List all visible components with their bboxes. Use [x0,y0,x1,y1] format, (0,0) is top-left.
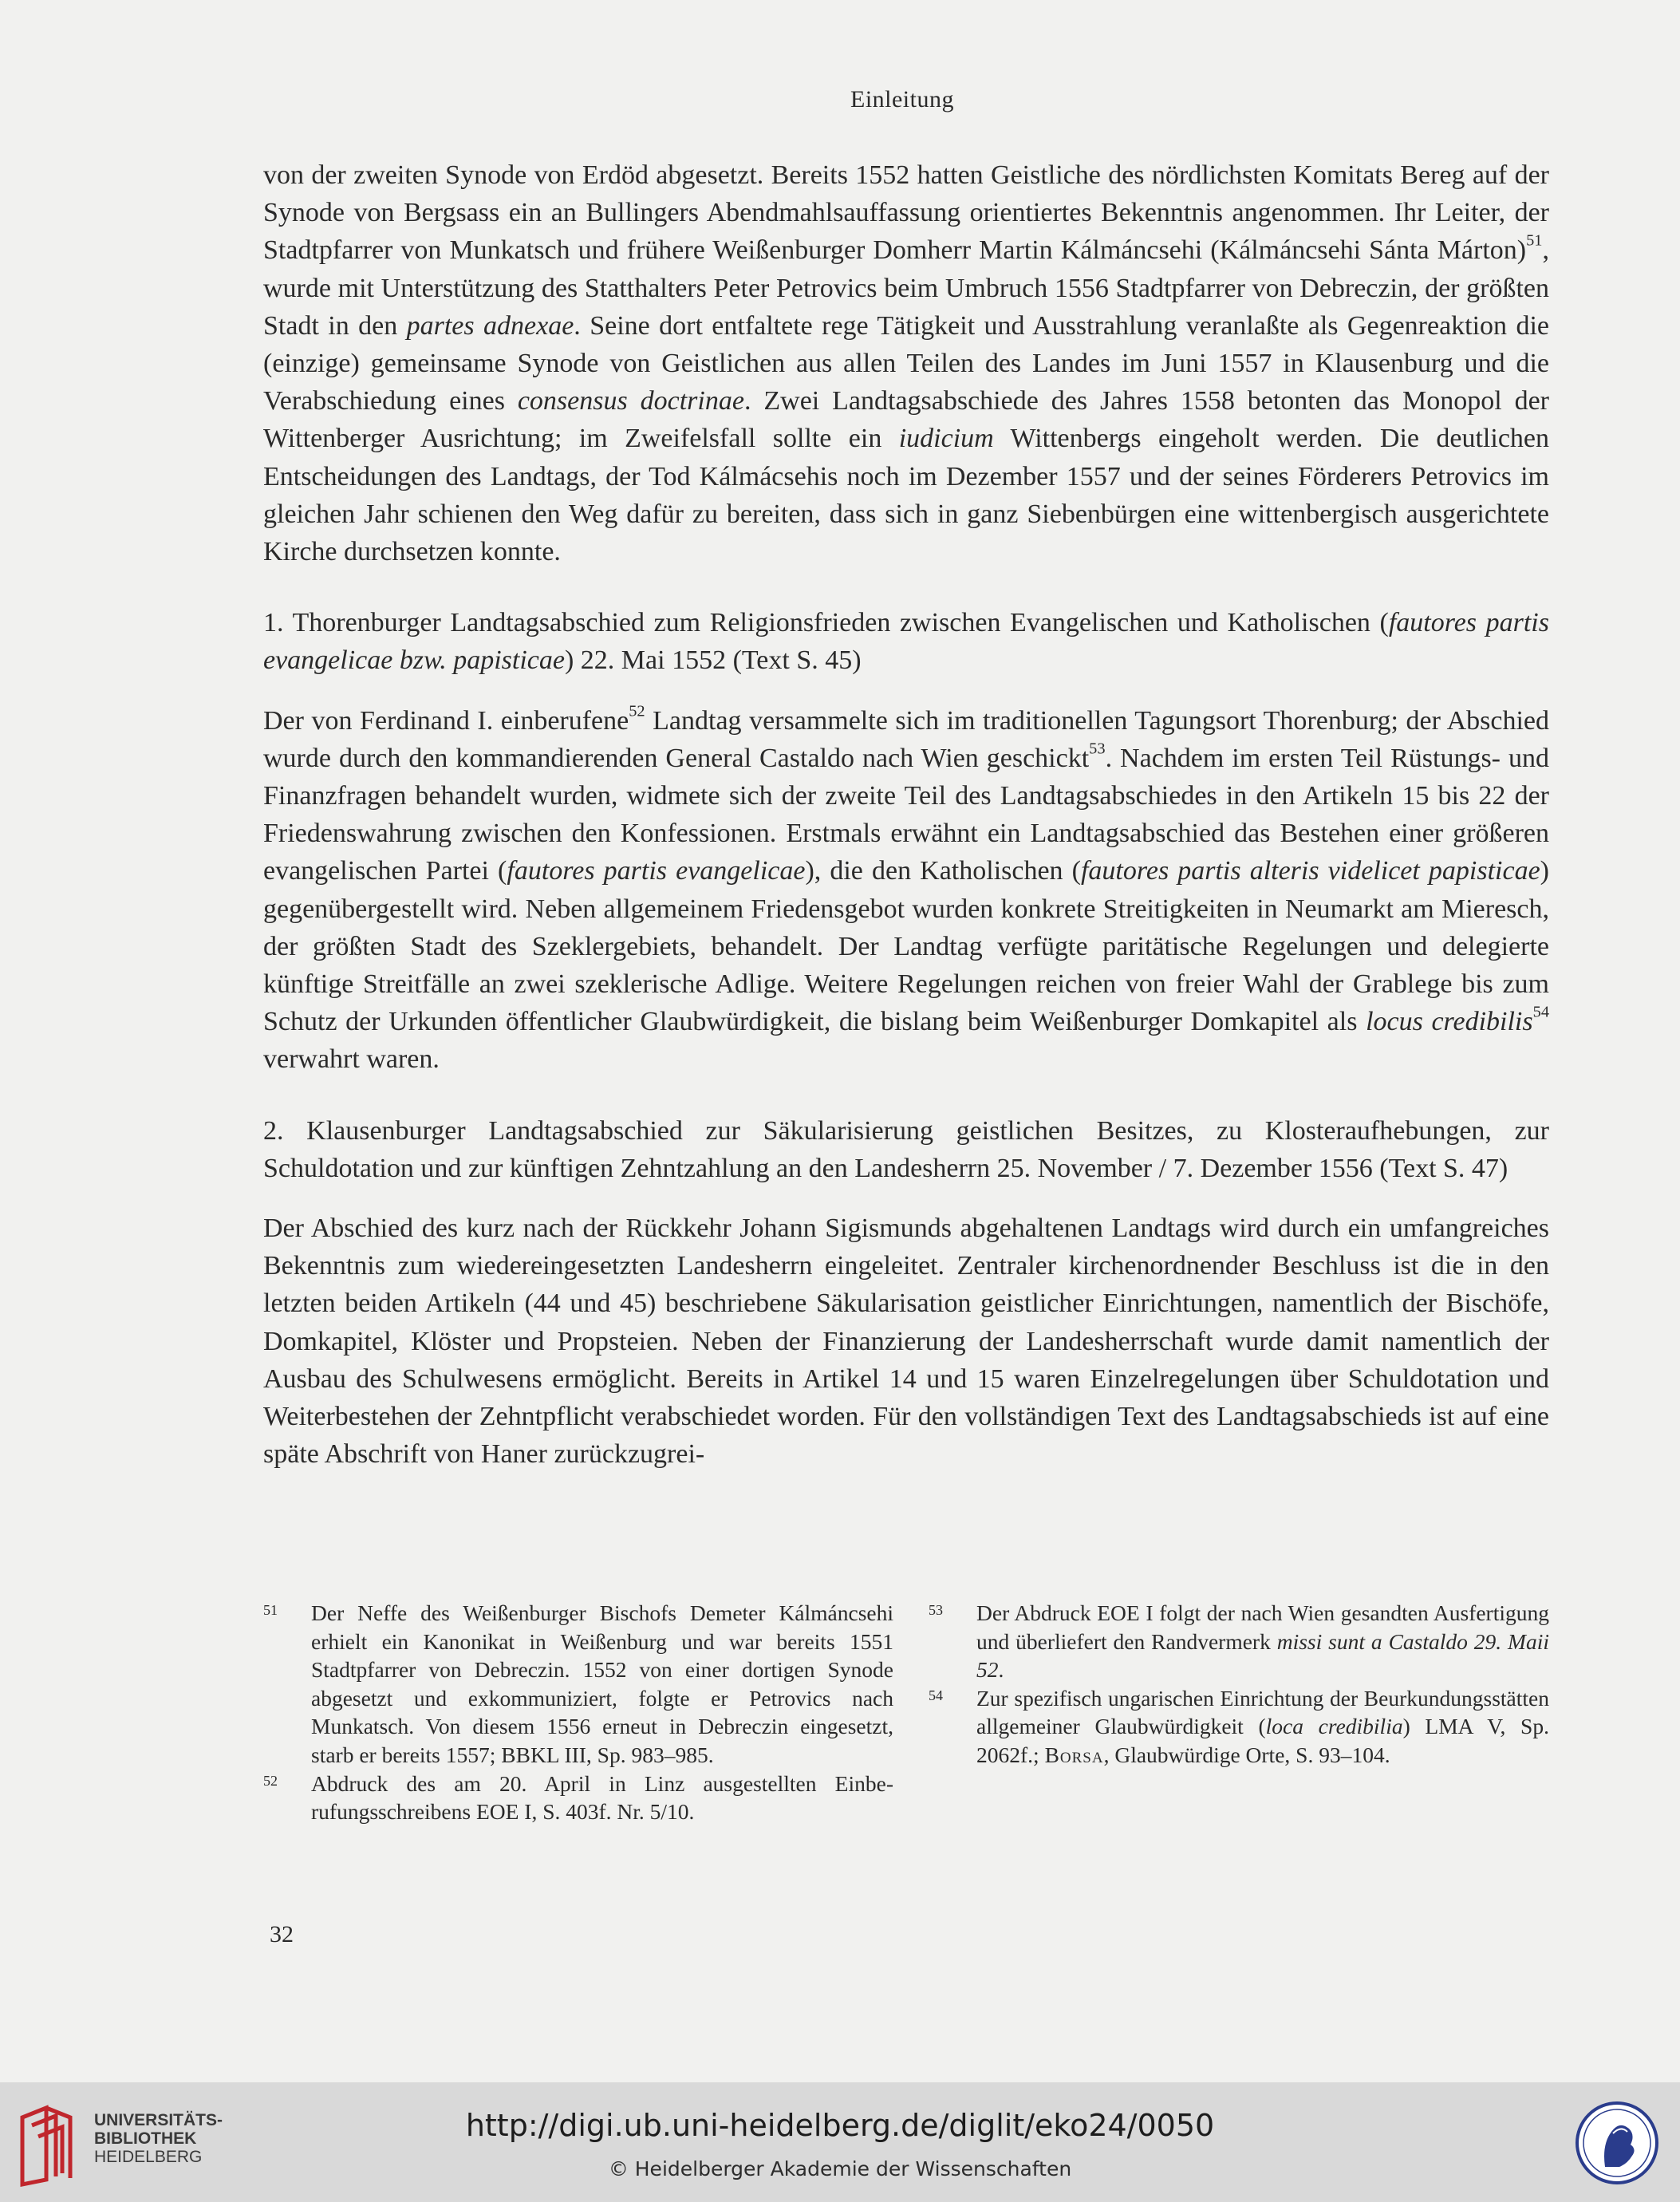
academy-seal-icon[interactable] [1573,2097,1661,2189]
running-header: Einleitung [850,86,954,112]
footnote-ref-51[interactable]: 51 [1526,232,1543,251]
footnotes-left-column [263,1599,893,1826]
footnotes-right-column [929,1599,1549,1826]
footnote-number: 53 [929,1602,943,1618]
footnote-ref-52[interactable]: 52 [629,702,645,720]
footnote-text: Der Neffe des Weißenburger Bischofs Demeter Kálmáncsehi erhielt ein Kanonikat in Weißenburg und war bereits 1551 Stadtpfarrer von Debreczin. 1552 von einer dortigen Synode abgesetzt und exkommuniziert, folgte er Petrovics nach Munkatsch. Von diesem 1556 erneut in Debreczin eingesetzt, starb er bereits 1557; BBKL III, Sp. 983–985. [311,1600,893,1767]
footnote-text: Abdruck des am 20. April in Linz ausgestellten Einberufungsschreibens EOE I, S. 403f. Nr. 5/10. [311,1770,893,1825]
footnote-number: 52 [263,1772,278,1789]
section-1-heading: 1. Thorenburger Landtagsabschied zum Religionsfrieden zwischen Evangelischen und Katholischen (fautores partis evangelicae bzw. papisticae) 22. Mai 1552 (Text S. 45) [263,608,1549,676]
footnote-text: Der Abdruck EOE I folgt der nach Wien gesandten Ausfertigung und überliefert den Randvermerk missi sunt a Castaldo 29. Maii 52. [976,1600,1549,1683]
page-number: 32 [270,1921,294,1947]
footnote-ref-54[interactable]: 54 [1532,1003,1550,1021]
footnote-ref-53[interactable]: 53 [1089,740,1106,758]
permalink-url[interactable]: http://digi.ub.uni-heidelberg.de/diglit/eko24/0050 [465,2108,1215,2143]
main-text [263,156,1549,1474]
section-1-paragraph: Der von Ferdinand I. einberufene$^{52}$ Landtag versammelte sich im traditionellen Tagungsort Thorenburg; der Abschied wurde durch den kommandierenden General Castaldo nach Wien geschickt$^{53}$. Nachdem im ersten Teil Rüstungs- und Finanzfragen behandelt wurden, widmete sich der zweite Teil des Landtagsabschiedes in den Artikeln 15 bis 22 der Friedenswahrung zwischen den Konfessionen. Erstmals erwähnt ein Landtagsabschied das Bestehen einer größeren evangelischen Partei (fautores partis evangelicae), die den Katholischen (fautores partis alteris videlicet papisticae) gegenübergestellt wird. Neben allgemeinem Friedensgebot wurden konkrete Streitigkeiten in Neumarkt am Mieresch, der größten Stadt des Szeklergebiets, behandelt. Der Landtag verfügte paritätische Regelungen und delegierte künftige Streitfälle an zwei szeklerische Adlige. Weitere Regelungen reichen von freier Wahl der Grablege bis zum Schutz der Urkunden öffentlicher Glaubwürdigkeit, die bislang beim Weißenburger Domkapitel als locus credibilis$^{54}$ verwahrt waren. [263,702,1550,1075]
footnotes [263,1599,1549,1826]
footnote-number: 51 [263,1602,278,1618]
footnote-51 [263,1599,893,1770]
footnote-text: Zur spezifisch ungarischen Einrichtung der Beurkundungsstätten allgemeiner Glaubwürdigkeit (loca credibilia) LMA V, Sp. 2062f.; Borsa, Glaubwürdige Orte, S. 93–104. [976,1685,1549,1767]
footnote-52 [263,1770,893,1826]
footnote-53 [929,1599,1549,1684]
footnote-54 [929,1684,1549,1770]
section-2-paragraph: Der Abschied des kurz nach der Rückkehr Johann Sigismunds abgehaltenen Landtags wird durch ein umfangreiches Bekenntnis zum wiedereingesetzten Landesherrn eingeleitet. Zentraler kirchenordnender Beschluss ist die in den letzten beiden Artikeln (44 und 45) beschriebene Säkularisation geistlicher Einrichtungen, namentlich der Bischöfe, Domkapitel, Klöster und Propsteien. Neben der Finanzierung der Landesherrschaft wurde damit namentlich der Ausbau des Schulwesens ermöglicht. Bereits in Artikel 14 und 15 waren Einzelregelungen über Schuldotation und Weiterbestehen der Zehntpflicht verabschiedet worden. Für den vollständigen Text des Landtagsabschieds ist auf eine späte Abschrift von Haner zurückzugrei- [263,1213,1549,1470]
university-library-name: UNIVERSITÄTS- BIBLIOTHEK HEIDELBERG [94,2111,223,2166]
footnote-number: 54 [929,1687,943,1703]
copyright-notice: © Heidelberger Akademie der Wissenschaften [608,2157,1072,2180]
section-2-heading: 2. Klausenburger Landtagsabschied zur Säkularisierung geistlichen Besitzes, zu Klosteraufhebungen, zur Schuldotation und zur künftigen Zehntzahlung an den Landesherrn 25. November / 7. Dezember 1556 (Text S. 47) [263,1115,1549,1183]
intro-paragraph: von der zweiten Synode von Erdöd abgesetzt. Bereits 1552 hatten Geistliche des nördlichsten Komitats Bereg auf der Synode von Bergsass ein an Bullingers Abendmahlsauffassung orientiertes Bekenntnis angenommen. Ihr Leiter, der Stadtpfarrer von Munkatsch und frühere Weißenburger Domherr Martin Kálmáncsehi (Kálmáncsehi Sánta Márton)$^{51}$, wurde mit Unterstützung des Statthalters Peter Petrovics beim Umbruch 1556 Stadtpfarrer von Debreczin, der größten Stadt in den partes adnexae. Seine dort entfaltete rege Tätigkeit und Ausstrahlung veranlaßte als Gegenreaktion die (einzige) gemeinsame Synode von Geistlichen aus allen Teilen des Landes im Juni 1557 in Klausenburg und die Verabschiedung eines consensus doctrinae. Zwei Landtagsabschiede des Jahres 1558 betonten das Monopol der Wittenberger Ausrichtung; im Zweifelsfall sollte ein iudicium Wittenbergs eingeholt werden. Die deutlichen Entscheidungen des Landtags, der Tod Kálmácsehis noch im Dezember 1557 und der seines Förderers Petrovics im gleichen Jahr schienen den Weg dafür zu bereiten, dass sich in ganz Siebenbürgen eine wittenbergisch ausgerichtete Kirche durchsetzen konnte. [263,160,1549,567]
footer-bar [0,2082,1680,2202]
